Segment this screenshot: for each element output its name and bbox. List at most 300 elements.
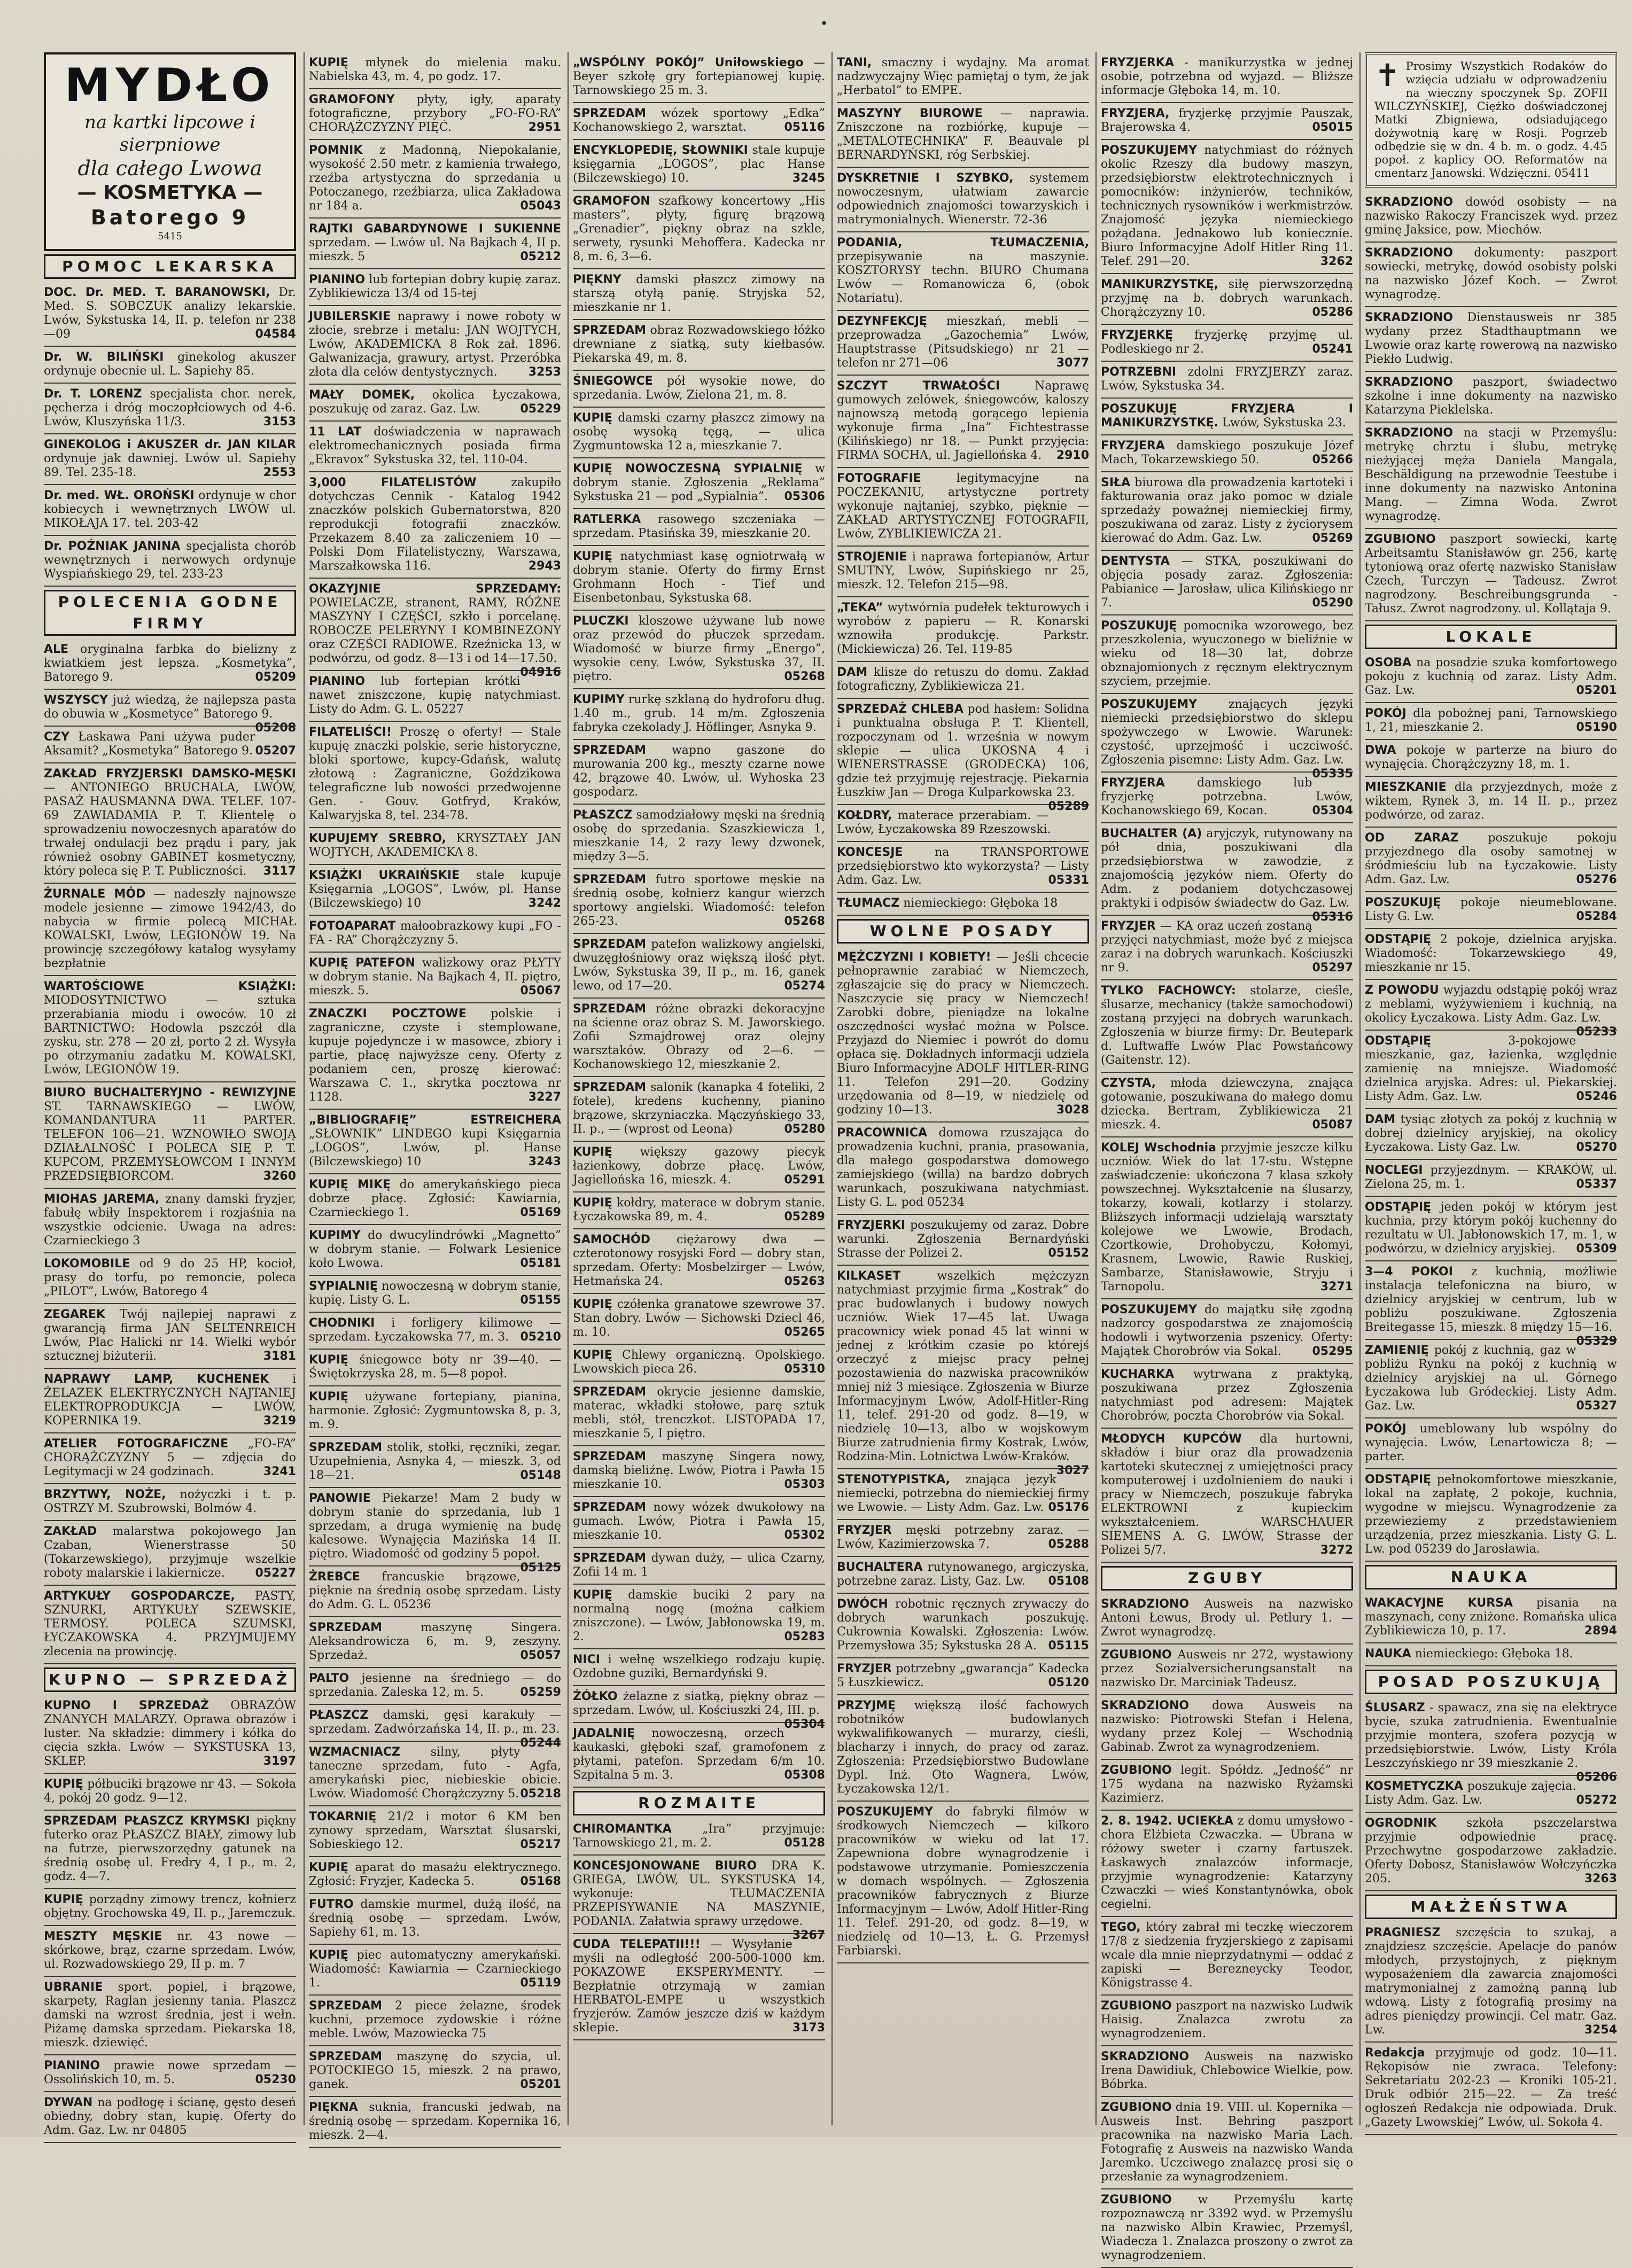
ad-keyword: PANOWIE xyxy=(309,1492,371,1505)
classified-ad xyxy=(573,999,825,1077)
ad-number: 3271 xyxy=(1320,1280,1353,1293)
classified-ad xyxy=(309,1437,561,1488)
classified-ad xyxy=(1101,103,1353,140)
classified-ad xyxy=(573,1294,825,1345)
ad-text: DRA K. GRIEGA, LWÓW, UL. SYKSTUSKA 14, wykonuje: TŁUMACZENIA PRZEPISYWANIE NA MASZYNIE, PODANIA. Załatwia sprawy urzędowe. xyxy=(573,1859,825,1928)
ad-keyword: JADALNIĘ xyxy=(573,1727,635,1740)
classified-ad xyxy=(1365,1469,1617,1562)
ad-number: 3219 xyxy=(263,1414,296,1428)
ad-text: i wełnę wszelkiego rodzaju kupię. Ozdobne guziki, Bernardyński 9. xyxy=(573,1653,825,1680)
ad-keyword: KUPIMY xyxy=(573,693,625,706)
ad-keyword: KUPIMY xyxy=(309,1229,361,1242)
ad-keyword: 3—4 POKOI xyxy=(1365,1265,1453,1279)
classified-ad xyxy=(1101,551,1353,615)
ad-keyword: ARTYKUŁY GOSPODARCZE, xyxy=(44,1589,235,1603)
ad-text: — naprawia. Zniszczone na rozbiórkę, kupuje — „METALOTECHNIKA” F. Beauvale pl BERNARDYŃSKI, róg Serbskiej. xyxy=(837,107,1089,162)
classified-ad xyxy=(573,371,825,408)
column-6 xyxy=(1365,52,1618,2129)
ad-number: 05176 xyxy=(1048,1501,1089,1514)
ad-text: pokój z kuchnią, gaz w pobliżu Rynku na pokój z kuchnią w dzielnicy aryjskiej na ul. Górnego Łyczakowa lub Gródeckiej. Listy Adm. Gaz. Lw. xyxy=(1365,1344,1617,1413)
ad-keyword: PIĘKNA xyxy=(309,2101,358,2114)
classified-ad xyxy=(1365,1261,1617,1348)
ad-number: 3253 xyxy=(528,365,561,379)
classified-ad xyxy=(837,947,1089,1123)
ad-number: 05152 xyxy=(1048,1246,1089,1260)
classified-ad xyxy=(44,1695,296,1774)
ad-keyword: FUTRO xyxy=(309,1898,354,1911)
ad-keyword: POSZUKUJĘ xyxy=(1101,619,1177,633)
ad-text: stale kupuje Księgarnia „LOGOS”, Lwów, pl. Hanse (Bilczewskiego) 10 xyxy=(309,869,561,910)
classified-ad xyxy=(1101,325,1353,362)
ad-text: rurkę szklaną do hydroforu dług. 1.40 m., grub. 14 m/m. Zgłoszenia fabryka czekolady J. Höflinger, Asnyka 9. xyxy=(573,693,825,734)
ad-keyword: ŻREBCE xyxy=(309,1570,360,1584)
column-2 xyxy=(309,52,562,2142)
ad-text: rasowego szczeniaka — sprzedam. Ptasińska 39, mieszkanie 20. xyxy=(573,513,825,540)
ad-keyword: POKÓJ xyxy=(1365,1422,1406,1436)
classified-ad xyxy=(44,639,296,690)
ad-number: 2910 xyxy=(1056,449,1089,462)
classified-ad xyxy=(309,1174,561,1225)
ad-number: 05217 xyxy=(520,1838,561,1851)
ad-keyword: SPRZEDAM xyxy=(309,2050,383,2063)
ad-text: systemem nowoczesnym, ułatwiam zawarcie odpowiednich znajomości towarzyskich i matrymonialnych. Wienerstr. 72-36 xyxy=(837,172,1089,227)
ad-keyword: KUPUJEMY SREBRO, xyxy=(309,832,447,845)
ad-keyword: SKRADZIONO xyxy=(1365,426,1454,440)
ad-text: specjalista chorób wewnętrznych i nerwowych ordynuje Wyspiańskiego 29, tel. 233-23 xyxy=(44,540,297,581)
ad-keyword: MIESZKANIE xyxy=(1365,781,1447,794)
ad-text: zakupiło dotychczas Cennik - Katalog 1942 znaczków polskich Gubernatorstwa, 820 reprodukcji fotografii znaczków. Przekazem 8.40 za zaliczeniem 10 — Polski Dom Filatelistyczny, Warszawa, Marszałkowska 116. xyxy=(309,476,562,573)
ad-text: nr. 43 nowe — skórkowe, brąz, czarne sprzedam. Lwów, ul. Rozwadowskiego 29, II p. m. 7 xyxy=(44,1930,296,1971)
section-header-kupno-sprzedaz: KUPNO — SPRZEDAŻ xyxy=(44,1667,296,1692)
ad-keyword: MAŁY DOMEK, xyxy=(309,388,415,402)
classified-ad xyxy=(1101,435,1353,472)
ad-keyword: KUPIĘ PATEFON xyxy=(309,956,415,970)
classified-ad xyxy=(573,1229,825,1294)
classified-ad xyxy=(44,1521,296,1586)
classified-ad xyxy=(573,869,825,934)
ad-number: 05128 xyxy=(784,1836,825,1850)
ad-keyword: PRAGNIESZ xyxy=(1365,1926,1441,1939)
classified-ad xyxy=(837,1594,1089,1658)
ad-keyword: PODANIA, TŁUMACZENIA, xyxy=(837,236,1089,250)
section-header-pomoc-lekarska: POMOC LEKARSKA xyxy=(44,254,296,279)
ad-keyword: BRZYTWY, NOŻE, xyxy=(44,1488,166,1501)
ad-text: silny, płyty taneczne sprzedam, futo - Agfa, amerykański piec, niebieskie obicie. Lwów. Wiadomość Chorążczyzny 5. xyxy=(309,1745,561,1801)
classified-ad xyxy=(44,763,296,884)
ad-number: 3117 xyxy=(263,864,296,878)
ad-text: paszport, świadectwo szkolne i inne dokumenty na nazwisko Katarzyna Pieklelska. xyxy=(1365,376,1617,417)
ad-keyword: UBRANIE xyxy=(44,1981,103,1994)
ad-text: przepisywanie na maszynie. KOSZTORYSY techn. BIURO Chumana Lwów — Romanowicza 6, (obok Notariatu). xyxy=(837,250,1089,305)
ad-keyword: FILATELIŚCI! xyxy=(309,726,392,739)
classified-ad xyxy=(44,282,296,347)
ad-number: 04916 xyxy=(520,666,561,679)
ad-keyword: NOCLEGI xyxy=(1365,1164,1423,1177)
ad-number: 05297 xyxy=(1312,961,1353,975)
section-header-malzenstwa: MAŁŻEŃSTWA xyxy=(1365,1895,1617,1919)
ad-keyword: CHIROMANTKA xyxy=(573,1822,672,1836)
classified-ad xyxy=(837,1802,1089,1963)
classified-ad xyxy=(573,458,825,509)
classified-ad xyxy=(1101,1073,1353,1137)
classified-ad xyxy=(309,422,561,472)
ad-text: i naprawa fortepianów, Artur SMUTNY, Lwów, Supińskiego nr 25, mieszk. 12. Telefon 215—98. xyxy=(837,550,1089,591)
classified-ad xyxy=(1101,1811,1353,1917)
obituary-notice xyxy=(1365,52,1617,188)
ad-text: smaczny i wydajny. Ma aromat nadzwyczajny Więc pamiętaj o tym, że jak „Herbatol” to EMPE. xyxy=(837,56,1089,97)
ad-number: 05274 xyxy=(784,979,825,993)
ad-text: poszukuje zajęcia. Listy Adm. Gaz. Lw. xyxy=(1365,1780,1576,1807)
ad-text: suknia, francuski jedwab, na średnią osobę — sprzedam. Kopernika 16, mieszk. 2—4. xyxy=(309,2101,561,2142)
ad-number: 3153 xyxy=(263,415,296,428)
ad-text: — Beyer szkołę gry fortepianowej kupię. Tarnowskiego 25 m. 3. xyxy=(573,56,825,97)
column-rule xyxy=(831,52,833,2125)
classified-ad xyxy=(44,1433,296,1484)
ad-text: futro sportowe męskie na średnią osobę, kołnierz kangur wierzch sportowy angielski. Wiadomość: telefon 265-23. xyxy=(573,873,825,928)
ad-keyword: FOTOGRAFIE xyxy=(837,472,921,485)
ad-text: Piekarze! Mam 2 budy w dobrym stanie do sprzedania, lub 1 sprzedam, a druga wymienię na budę kalesowe. Wynajęcia Mazińska 14 II. piętro. Wiadomość od godziny 5 popoł. xyxy=(309,1492,562,1561)
ad-keyword: DEZYNFEKCJĘ xyxy=(837,315,928,328)
classified-ad xyxy=(44,1484,296,1521)
ad-number: 05291 xyxy=(784,1173,825,1187)
classified-ad xyxy=(573,1345,825,1382)
classified-ad xyxy=(1101,2046,1353,2097)
classified-ad xyxy=(573,103,825,140)
ad-text: patefon walizkowy angielski, dwuzęgłośniowy oraz większą ilość płyt. Lwów, Sykstuska 39, II p., m. 16, ganek lewo, od 17—20. xyxy=(573,938,825,993)
ad-keyword: POKÓJ xyxy=(1365,707,1406,720)
ad-text: — ANTONIEGO BRUCHALA, LWÓW, PASAŻ HAUSMANNA DWA. TELEF. 107-69 ZAWIADAMIA P. T. Klientelę o sprowadzeniu nowoczesnych aparatów do trwałej ondulacji bez prądu i pary, jak również osobny GABINET kosmetyczny, który poleca się P. T. Publiczności. xyxy=(44,781,296,878)
ad-keyword: ZAKŁAD FRYZJERSKI DAMSKO-MĘSKI xyxy=(44,767,296,781)
ad-text: dla pobożnej pani, Tarnowskiego 1, 21, mieszkanie 2. xyxy=(1365,707,1617,734)
ad-number: 05209 xyxy=(255,671,296,684)
classified-ad xyxy=(309,2046,561,2097)
ad-keyword: FRYZJER xyxy=(837,1662,892,1675)
ad-number: 05116 xyxy=(784,121,825,134)
ad-number: 04584 xyxy=(255,328,296,341)
ads-list xyxy=(309,52,561,2148)
ad-number: 3260 xyxy=(263,1170,296,1183)
ad-number: 05115 xyxy=(1048,1639,1089,1653)
ad-keyword: KUPIĘ xyxy=(309,1861,348,1874)
section-header-polecenia: POLECENIA GODNE FIRMY xyxy=(44,590,296,636)
classified-ad xyxy=(309,89,561,140)
classified-ad xyxy=(837,1215,1089,1266)
ad-keyword: PIANINO xyxy=(44,2059,100,2072)
ad-number: 05230 xyxy=(255,2073,296,2086)
classified-ad xyxy=(309,828,561,865)
ad-number: 3254 xyxy=(1584,2023,1617,2037)
ad-keyword: Dr. med. WŁ. OROŃSKI xyxy=(44,489,195,502)
classified-ad xyxy=(573,52,825,103)
ad-text: piec automatyczny amerykański. Wiadomość: Kawiarnia — Czarnieckiego 1. xyxy=(309,1949,561,1990)
ad-keyword: BUCHALTER (A) xyxy=(1101,827,1202,840)
ad-text: jeden pokój w którym jest kuchnia, przy którym pokój kuchenny do rezultatu w Ul. Jabłonowskich 17, m. 1, w podwórzu, w dzielnicy aryjskiej. xyxy=(1365,1201,1617,1256)
ad-text: ordynuje jak dawniej. Lwów ul. Sapiehy 89. Tel. 235-18. xyxy=(44,452,296,479)
ad-keyword: ODSTĄPIĘ xyxy=(1365,1034,1432,1048)
ad-keyword: WZMACNIACZ xyxy=(309,1745,401,1759)
ad-number: 05108 xyxy=(1048,1575,1089,1588)
classified-ad xyxy=(837,311,1089,376)
ad-keyword: Z POWODU xyxy=(1365,984,1439,997)
ad-keyword: POSZUKUJEMY xyxy=(1101,698,1198,711)
classified-ad xyxy=(573,805,825,869)
ad-keyword: FRYZJERA xyxy=(1101,776,1165,790)
ad-number: 05212 xyxy=(520,250,561,263)
ad-number: 05246 xyxy=(1576,1090,1617,1103)
soap-advertisement xyxy=(44,52,296,251)
ad-text: walizkowy oraz PŁYTY w dobrym stanie. Na Bajkach 4, II. piętro, mieszk. 5. xyxy=(309,956,561,997)
ad-keyword: BUCHALTERA xyxy=(837,1561,923,1574)
ad-number: 05310 xyxy=(784,1362,825,1376)
ad-text: ciężarowy dwa — czterotonowy rosyjski Ford — dobry stan, sprzedam. Oferty: Mosbelzirger — Lwów, Hetmańska 24. xyxy=(573,1233,825,1288)
ad-text: porządny zimowy trencz, kołnierz objętny. Grochowska 49, II. p., Jaremczuk. xyxy=(44,1893,296,1920)
ad-keyword: Dr. W. BILIŃSKI xyxy=(44,350,164,364)
ads-list xyxy=(837,52,1089,1963)
classified-ad xyxy=(309,579,561,679)
classified-ad xyxy=(1365,740,1617,777)
ad-number: 05190 xyxy=(1576,721,1617,734)
ad-text: używane fortepiany, pianina, harmonie. Zgłosić: Zygmuntowska 8, p. 3, m. 9. xyxy=(309,1390,562,1431)
ad-keyword: FRYZJER xyxy=(837,1524,892,1537)
ad-keyword: DYSKRETNIE I SZYBKO, xyxy=(837,172,1014,185)
ad-text: „SŁOWNIK” LINDEGO kupi Księgarnia „LOGOS”, Lwów, pl. Hanse (Bilczewskiego) 10 xyxy=(309,1127,561,1168)
ad-text: paszport na nazwisko Ludwik Haisig. Znalazca zwrotu za wynagrodzeniem. xyxy=(1101,1999,1353,2040)
classified-ad xyxy=(837,699,1089,813)
ad-number: 05276 xyxy=(1576,873,1617,886)
ad-number: 05168 xyxy=(520,1875,561,1888)
ad-number: 3173 xyxy=(792,2021,825,2035)
classified-ad xyxy=(837,1695,1089,1802)
ad-number: 05335 xyxy=(1312,767,1353,781)
classified-ad xyxy=(837,842,1089,893)
ad-keyword: 3,000 FILATELISTÓW xyxy=(309,476,477,489)
ad-number: 05266 xyxy=(1312,453,1353,466)
ad-number: 3227 xyxy=(528,1090,561,1104)
classified-ad xyxy=(1365,980,1617,1039)
ad-text: MIODOSYTNICTWO — sztuka przerabiania miodu i owoców. 10 zł BARTNICTWO: Hodowla pszczół dla zysku, str. 278 — 20 zł, porto 2 zł. Wysyła po otrzymaniu zadatku M. KOWALSKI, Lwów, LEGIONÓW 19. xyxy=(44,994,296,1077)
ad-number: 05120 xyxy=(1048,1676,1089,1689)
ad-keyword: GRAMOFON xyxy=(573,194,650,208)
ad-keyword: SPRZEDAM xyxy=(573,107,647,120)
classified-ad xyxy=(44,1253,296,1304)
ad-text: i forligery kilimowe — sprzedam. Łyczakowska 77, m. 3. xyxy=(309,1316,561,1344)
ad-number: 05304 xyxy=(1312,804,1353,817)
classified-ad xyxy=(309,219,561,269)
classified-ad xyxy=(309,1996,561,2046)
ad-number: 05207 xyxy=(255,744,296,758)
classified-ad xyxy=(1365,1643,1617,1666)
ad-text: dowa Ausweis na nazwisko: Piotrowski Stefan i Helena, wydany przez Kolej — Wschodnią Gabinab. Zwrot za wynagrodzeniem. xyxy=(1101,1699,1353,1754)
ad-text: na posadzie szuka komfortowego pokoju z kuchnią od zaraz. Listy Adm. Gaz. Lw. xyxy=(1365,656,1617,697)
classified-ad xyxy=(573,546,825,611)
classified-ad xyxy=(1101,1364,1353,1429)
ad-keyword: SPRZEDAM xyxy=(573,1450,647,1463)
classified-ad xyxy=(573,191,825,269)
classified-ad xyxy=(573,1193,825,1229)
ad-text: Dr. Med. S. SOBCZUK analizy lekarskie. Lwów, Sykstuska 14, II. p. telefon nr 238—09 xyxy=(44,286,296,341)
ad-number: 05057 xyxy=(520,1649,561,1662)
ad-keyword: PRACOWNICA xyxy=(837,1126,927,1140)
classified-ad xyxy=(1365,1813,1617,1891)
ad-text: PASTY, SZNURKI, ARTYKUŁY SZEWSKIE, TERMOSY. POLECA SZUMSKI, ŁYCZAKOWSKA 4. PRZYJMUJEMY zlecenia na prowincję. xyxy=(44,1589,297,1658)
ad-number: 3242 xyxy=(528,897,561,910)
classified-ad xyxy=(573,934,825,999)
classified-ad xyxy=(1365,1340,1617,1419)
ad-number: 3245 xyxy=(792,172,825,185)
ad-keyword: SKRADZIONO xyxy=(1101,1597,1190,1611)
ad-keyword: KSIĄŻKI UKRAIŃSKIE xyxy=(309,869,460,882)
ad-keyword: WSZYSCY xyxy=(44,693,108,707)
ad-keyword: KUPIĘ xyxy=(573,1349,612,1362)
ad-number: 05295 xyxy=(1312,1345,1353,1358)
ad-number: 3243 xyxy=(528,1155,561,1168)
classified-ad xyxy=(309,472,561,579)
classified-ad xyxy=(837,232,1089,311)
ad-text: natychmiast do różnych okolic Rzeszy dla budowy maszyn, przedsiębiorstw elektrotechnicznych i pomocników: inżynierów, techników, technicznych rysowników i werkmistrzów. Znajomość języka niemieckiego pożądana. Jednakowo lub koniecznie. Biuro Informacyjne Adolf Hitler Ring 11. Telef. 291—20. xyxy=(1101,144,1353,268)
ad-text: wapno gaszone do murowania 200 kg., meszty czarne nowe 42, brązowe 40. Lwów, ul. Wyhoska 23 gospodarz. xyxy=(573,744,825,799)
ad-keyword: KUPIĘ xyxy=(309,1949,348,1962)
ad-keyword: TŁUMACZ xyxy=(837,897,900,910)
ad-keyword: OKAZYJNIE SPRZEDAMY: xyxy=(309,582,561,596)
ad-text: Ausweis na nazwisko Antoni Łewus, Brody ul. Petlury 1. — Zwrot wynagrodzę. xyxy=(1101,1597,1353,1639)
ad-text: maszynę do szycia, ul. POTOCKIEGO 15, mieszk. 2 na prawo, ganek. xyxy=(309,2050,561,2091)
ad-keyword: Redakcja xyxy=(1365,2046,1425,2060)
ad-number: 3197 xyxy=(263,1755,296,1768)
ad-text: z domu umysłowo - chora Elżbieta Czwaczka. — Ubrana w różowy sweter i czarny fartuszek. Łaskawych znalazców informacje, przyjmie wynagrodzenie: Katarzyny Czwaczki — wieś Konstantynówka, obok cegielni. xyxy=(1101,1814,1353,1911)
ad-text: pokoje w parterze na biuro do wynajęcia. Chorążczyzny 18, m. 1. xyxy=(1365,744,1617,771)
classified-ad xyxy=(309,865,561,916)
ad-keyword: KOŁDRY, xyxy=(837,809,892,822)
classified-ad xyxy=(837,1658,1089,1695)
section-header-wolne-posady: WOLNE POSADY xyxy=(837,919,1089,944)
ad-keyword: KUPIĘ xyxy=(573,411,612,425)
ad-keyword: WARTOŚCIOWE KSIĄŻKI: xyxy=(44,980,296,993)
ad-number: 05290 xyxy=(1312,596,1353,610)
classified-ad xyxy=(1365,1160,1617,1197)
classified-ad xyxy=(44,1811,296,1889)
ad-text: damskie buciki 2 pary na normalną nogę (można całkiem zniszczone). — Lwów, Jabłonowska 19, m. 2. xyxy=(573,1588,825,1643)
ad-number: 05316 xyxy=(1312,910,1353,924)
ad-keyword: OGRODNIK xyxy=(1365,1817,1437,1830)
classified-ad xyxy=(837,662,1089,699)
ad-text: poszukuje pokoju przyjezdnego dla osoby samotnej w śródmieściu lub na Łyczakowie. Listy Adm. Gaz. Lw. xyxy=(1365,831,1617,886)
ad-keyword: ZGUBIONO xyxy=(1101,1648,1172,1662)
classified-ad xyxy=(837,1266,1089,1477)
ad-keyword: ZAKŁAD xyxy=(44,1525,97,1538)
ad-number: 05206 xyxy=(1576,1771,1617,1784)
ad-number: 05302 xyxy=(784,1529,825,1542)
ad-keyword: ODSTĄPIĘ xyxy=(1365,1201,1432,1214)
ad-number: 05227 xyxy=(255,1566,296,1580)
ad-keyword: MŁODYCH KUPCÓW xyxy=(1101,1432,1242,1446)
ad-number: 05181 xyxy=(520,1257,561,1270)
ad-keyword: ALE xyxy=(44,643,69,656)
ad-number: 05306 xyxy=(784,490,825,503)
ad-text: potrzebny „gwarancja” Kadecka 5 Łuszkiewicz. xyxy=(837,1662,1089,1689)
ad-text: OBRAZÓW ZNANYCH MALARZY. Oprawa obrazów i luster. Na składzie: dimmery i kółka do cięcia szkła. Lwów — SYKSTUSKA 13, SKLEP. xyxy=(44,1699,296,1768)
ad-keyword: ODSTĄPIĘ xyxy=(1365,933,1432,946)
ad-text: pokoje nieumeblowane. Listy G. Lw. xyxy=(1365,896,1617,923)
classified-ad xyxy=(309,1386,561,1437)
ad-keyword: SAMOCHÓD xyxy=(573,1233,650,1246)
ad-text: pisania na maszynach, ceny zniżone. Romańska ulica Zyblikiewicza 10, p. 17. xyxy=(1365,1596,1618,1638)
ad-keyword: Dr. T. LORENZ xyxy=(44,387,142,401)
ad-number: 2943 xyxy=(528,559,561,573)
ad-number: 05119 xyxy=(520,1976,561,1990)
ad-keyword: ŚLUSARZ xyxy=(1365,1701,1425,1714)
ad-text: „Ira” przyjmuje: Tarnowskiego 21, m. 2. xyxy=(573,1822,825,1850)
ad-keyword: TOKARNIĘ xyxy=(309,1810,377,1823)
ad-keyword: TEGO, xyxy=(1101,1921,1141,1934)
ad-keyword: KUCHARKA xyxy=(1101,1368,1175,1381)
ad-text: damski czarny płaszcz zimowy na osobę wysoką tęgą, — ulica Zygmuntowska 12 a, mieszkanie 7. xyxy=(573,411,825,453)
classified-ad xyxy=(44,1926,296,1977)
ad-text: nowoczesną w dobrym stanie, kupię. Listy G. L. xyxy=(309,1280,561,1307)
classified-ad xyxy=(1365,929,1617,980)
ad-keyword: STENOTYPISTKA, xyxy=(837,1473,950,1486)
classified-ad xyxy=(44,690,296,735)
ad-text: sport. popiel, i brązowe, skarpety, Raglan jesienny tania. Plaszcz damski na wzrost średnia, jest i wełn. Piżamę damska sprzedam. Piekarska 18, mieszk. dziewięć. xyxy=(44,1981,296,2049)
ad-text: wózek sportowy „Edka” Kochanowskiego 2, warsztat. xyxy=(573,107,825,134)
ad-text: z Madonną, Niepokalanie, wysokość 2.50 metr. z kamienia trwałego, rzeźba artystyczna do sprzedania u Potoczanego, rzeźbiarza, ulica Zakładowa nr 184 a. xyxy=(309,144,561,213)
ad-text: legitymacyjne na POCZEKANIU, artystyczne portrety wykonuje najtaniej, szybko, pięknie — ZAKŁAD ARTYSTYCZNEJ FOTOGRAFII, Lwów, ZYBLIKIEWICZA 21. xyxy=(837,472,1089,541)
obituary-text: Prosimy Wszystkich Rodaków do wzięcia udziału w odprowadzeniu na wieczny spoczynek Sp. ZOFII WILCZYŃSKIEJ, Ciężko doświadczonej Matki Zbigniewa, odsiadującego dożywotnią karę w Rosji. Pogrzeb odbędzie się w dn. 4 b. m. o godz. 4.45 popoł. z kaplicy OO. Reformatów na cmentarz Janowski. Wdzięczni. xyxy=(1374,60,1607,180)
ad-keyword: KONCESJONOWANE BIURO xyxy=(573,1859,757,1873)
ad-keyword: KUPIĘ xyxy=(573,550,612,563)
ads-list xyxy=(44,282,296,2143)
ad-text: pod hasłem: Solidna i punktualna obsługa P. T. Klientell, rozpoczynam od 1. września w nowym sklepie — ulica UKOSNA 4 i WIENERSTRASSE (GRODECKA) 106, gdzie też przyjmuję rejestrację. Piekarnia Łuszkiw Jan — Droga Kulparkowska 23. xyxy=(837,703,1089,799)
ad-text: i ŻELAZEK ELEKTRYCZNYCH NAJTANIEJ ELEKTROPRODUKCJA — LWÓW, KOPERNIKA 19. xyxy=(44,1373,296,1428)
ad-keyword: SYPIALNIĘ xyxy=(309,1280,378,1293)
ad-keyword: SPRZEDAŻ CHLEBA xyxy=(837,703,963,716)
classified-ad xyxy=(573,408,825,458)
ad-keyword: MASZYNY BIUROWE xyxy=(837,107,983,120)
ad-text: już wiedzą, że najlepsza pasta do obuwia w „Kosmetyce” Batorego 9. xyxy=(44,693,296,721)
ad-text: znany damski fryzjer, fabułę wbiły Inspektorem i rozjaśnia na wszystkie odcienie. Uwaga na adres: Czarnieckiego 3 xyxy=(44,1193,297,1248)
ad-number: 3181 xyxy=(263,1350,296,1363)
ad-text: nowoczesną, orzech kaukaski, głęboki szaf, gramofonem z płytami, patefon. Sprzedam 6/m 10. Szpitalna 5 m. 3. xyxy=(573,1727,825,1782)
classified-ad xyxy=(1101,399,1353,435)
ad-text: malarstwa pokojowego Jan Czaban, Wienerstrasse 50 (Tokarzewskiego), przyjmuje wszelkie roboty malarskie i lakiernicze. xyxy=(44,1525,296,1580)
classified-ad xyxy=(309,1705,561,1750)
classified-ad xyxy=(44,1189,296,1253)
classified-ad xyxy=(573,740,825,805)
ad-number: 05272 xyxy=(1576,1794,1617,1807)
classified-ad xyxy=(44,1889,296,1926)
classified-ad xyxy=(1101,916,1353,980)
ad-keyword: KUPIĘ xyxy=(573,1145,612,1159)
ad-text: lub fortepian krótki nawet zniszczone, kupię natychmiast. Listy do Adm. G. L. 05227 xyxy=(309,675,561,716)
ad-text: pomocnika wzorowego, bez przeszkolenia, wyuczonego w bieliźnie w wieku od 18—30 lat, dobrze obznajomionych z ręcznym elektrycznym szyciem, przejmie. xyxy=(1101,619,1353,688)
ad-keyword: ZGUBIONO xyxy=(1365,533,1436,546)
classified-ad xyxy=(1365,892,1617,929)
ad-keyword: SPRZEDAM xyxy=(309,1999,383,2013)
ad-number: 3241 xyxy=(263,1465,296,1478)
ad-number: 05289 xyxy=(784,1210,825,1223)
ad-number: 05201 xyxy=(1576,684,1617,697)
ad-keyword: LOKOMOBILE xyxy=(44,1257,130,1271)
ad-text: maszynę Singera. Aleksandrowicza 6, m. 9, zeszyny. Sprzedaż. xyxy=(309,1621,561,1662)
classified-ad xyxy=(44,434,296,485)
classified-ad xyxy=(309,953,561,1003)
ad-number: 05327 xyxy=(1576,1399,1617,1413)
ad-keyword: PŁASZCZ xyxy=(309,1709,369,1722)
classified-ad xyxy=(309,1313,561,1350)
classified-ad xyxy=(1101,274,1353,325)
ad-keyword: PRZYJMĘ xyxy=(837,1699,896,1712)
ad-text: który zabrał mi teczkę wieczorem 17/8 z siedzenia fryzjerskiego z zapisami wcale dla mnie nieprzydatnymi — oddać z zapiski — Berezneycky Teodor, Königstrasse 4. xyxy=(1101,1921,1353,1990)
ad-keyword: KUPNO I SPRZEDAŻ xyxy=(44,1699,209,1712)
